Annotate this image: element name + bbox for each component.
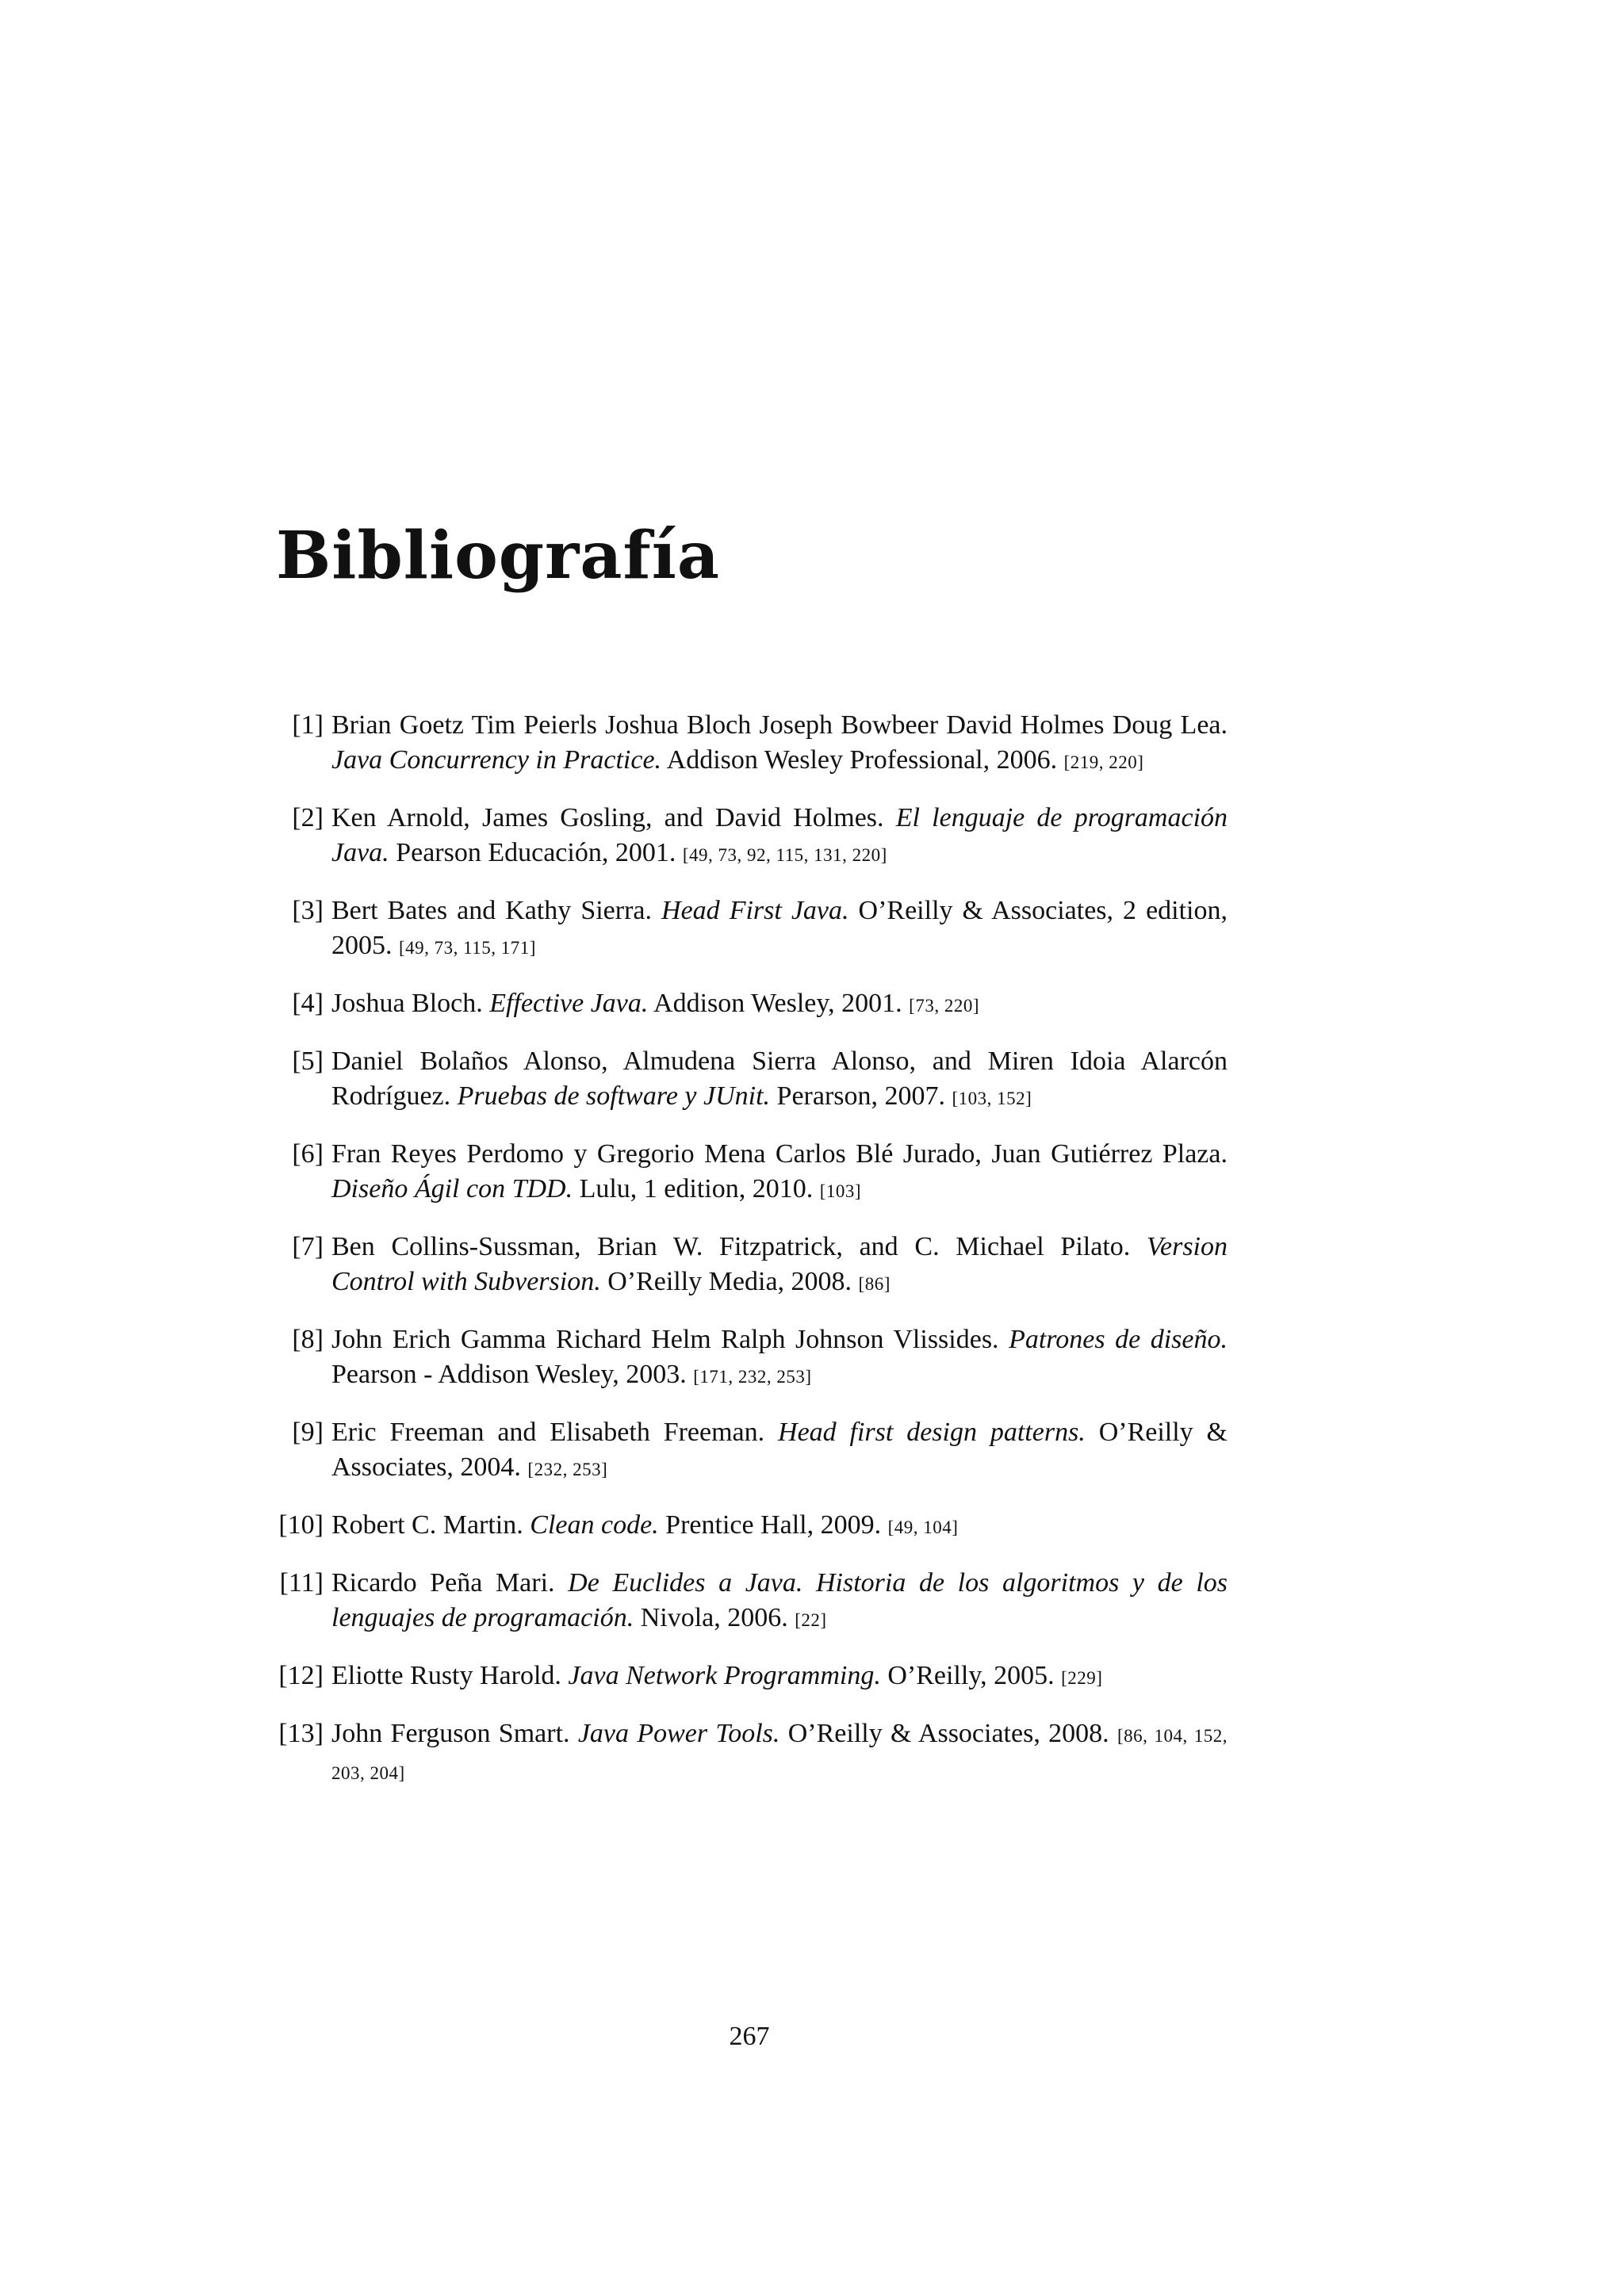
entry-page-refs: [103] — [819, 1181, 862, 1201]
bibliography-entry — [276, 1137, 1228, 1209]
bibliography-entry — [276, 1508, 1228, 1545]
entry-title: Effective Java. — [489, 989, 649, 1018]
entry-label: [1] — [292, 710, 324, 740]
bibliography-entry — [276, 1322, 1228, 1395]
page-title: Bibliografía — [276, 518, 721, 594]
entry-label: [8] — [292, 1325, 324, 1354]
entry-publisher: O’Reilly & Associates, 2 edition, 2005. — [331, 896, 1228, 960]
entry-authors: Ricardo Peña Mari. — [331, 1568, 569, 1598]
bibliography-entry — [276, 1716, 1228, 1791]
page-number: 267 — [729, 2022, 770, 2051]
entry-label: [3] — [292, 896, 324, 925]
entry-authors: John Ferguson Smart. — [331, 1719, 578, 1748]
entry-publisher: O’Reilly & Associates, 2004. — [331, 1418, 1228, 1482]
entry-authors: Eliotte Rusty Harold. — [331, 1661, 569, 1690]
entry-page-refs: [171, 232, 253] — [693, 1367, 812, 1387]
entry-authors: Daniel Bolaños Alonso, Almudena Sierra Alonso, and Miren Idoia Alarcón Rodríguez. — [331, 1047, 1228, 1111]
entry-title: Version Control with Subversion. — [331, 1232, 1228, 1296]
entry-authors: Brian Goetz Tim Peierls Joshua Bloch Joseph Bowbeer David Holmes Doug Lea. — [331, 710, 1228, 740]
entry-authors: Bert Bates and Kathy Sierra. — [331, 896, 662, 925]
entry-authors: Ben Collins-Sussman, Brian W. Fitzpatrick, and C. Michael Pilato. — [331, 1232, 1147, 1261]
entry-title: Head first design patterns. — [778, 1418, 1086, 1447]
bibliography-entry — [276, 986, 1228, 1024]
entry-page-refs: [232, 253] — [527, 1460, 608, 1479]
entry-title: El lenguaje de programación Java. — [331, 803, 1228, 867]
entry-publisher: O’Reilly & Associates, 2008. — [779, 1719, 1117, 1748]
bibliography-entry — [276, 708, 1228, 780]
bibliography-entry — [276, 1044, 1228, 1116]
entry-page-refs: [103, 152] — [952, 1089, 1032, 1108]
entry-publisher: Nivola, 2006. — [634, 1603, 795, 1632]
entry-authors: Eric Freeman and Elisabeth Freeman. — [331, 1418, 779, 1447]
entry-label: [7] — [292, 1232, 324, 1261]
entry-title: Java Network Programming. — [568, 1661, 881, 1690]
entry-publisher: Addison Wesley Professional, 2006. — [661, 745, 1064, 775]
entry-page-refs: [86] — [858, 1274, 891, 1294]
entry-publisher: Addison Wesley, 2001. — [648, 989, 910, 1018]
entry-authors: John Erich Gamma Richard Helm Ralph Johnson Vlissides. — [331, 1325, 1009, 1354]
entry-label: [5] — [292, 1047, 324, 1076]
entry-label: [6] — [292, 1139, 324, 1169]
entry-label: [12] — [278, 1661, 324, 1690]
bibliography-entry — [276, 1230, 1228, 1302]
entry-publisher: O’Reilly, 2005. — [880, 1661, 1062, 1690]
entry-page-refs: [49, 73, 92, 115, 131, 220] — [682, 845, 887, 865]
entry-title: Java Concurrency in Practice. — [331, 745, 662, 775]
bibliography-entry — [276, 1566, 1228, 1638]
entry-publisher: Lulu, 1 edition, 2010. — [573, 1174, 820, 1203]
entry-title: De Euclides a Java. Historia de los algoritmos y de los lenguajes de programación. — [331, 1568, 1228, 1632]
entry-page-refs: [49, 104] — [887, 1517, 959, 1537]
bibliography-entry — [276, 801, 1228, 873]
entry-title: Java Power Tools. — [577, 1719, 780, 1748]
entry-label: [4] — [292, 989, 324, 1018]
entry-title: Diseño Ágil con TDD. — [331, 1174, 573, 1203]
entry-label: [10] — [278, 1510, 324, 1540]
entry-label: [13] — [278, 1719, 324, 1748]
entry-authors: Robert C. Martin. — [331, 1510, 530, 1540]
bibliography-entry — [276, 894, 1228, 966]
entry-title: Head First Java. — [661, 896, 849, 925]
bibliography-entry — [276, 1415, 1228, 1487]
entry-label: [2] — [292, 803, 324, 832]
entry-publisher: O’Reilly Media, 2008. — [600, 1267, 859, 1296]
entry-publisher: Prentice Hall, 2009. — [658, 1510, 888, 1540]
entry-page-refs: [229] — [1061, 1668, 1103, 1688]
bibliography-list — [276, 708, 1228, 1812]
entry-authors: Fran Reyes Perdomo y Gregorio Mena Carlos Blé Jurado, Juan Gutiérrez Plaza. — [331, 1139, 1228, 1169]
entry-publisher: Perarson, 2007. — [770, 1081, 952, 1111]
entry-label: [11] — [279, 1568, 324, 1598]
entry-authors: Joshua Bloch. — [331, 989, 490, 1018]
entry-page-refs: [49, 73, 115, 171] — [399, 938, 536, 958]
entry-page-refs: [219, 220] — [1063, 752, 1144, 772]
entry-publisher: Pearson - Addison Wesley, 2003. — [331, 1360, 694, 1389]
entry-authors: Ken Arnold, James Gosling, and David Holmes. — [331, 803, 896, 832]
entry-title: Clean code. — [530, 1510, 659, 1540]
entry-page-refs: [22] — [795, 1610, 827, 1630]
bibliography-entry — [276, 1659, 1228, 1696]
entry-label: [9] — [292, 1418, 324, 1447]
entry-title: Patrones de diseño. — [1009, 1325, 1228, 1354]
entry-title: Pruebas de software y JUnit. — [457, 1081, 771, 1111]
entry-publisher: Pearson Educación, 2001. — [389, 838, 683, 867]
entry-page-refs: [73, 220] — [909, 996, 979, 1016]
entry-page-refs: [86, 104, 152, 203, 204] — [331, 1726, 1228, 1783]
